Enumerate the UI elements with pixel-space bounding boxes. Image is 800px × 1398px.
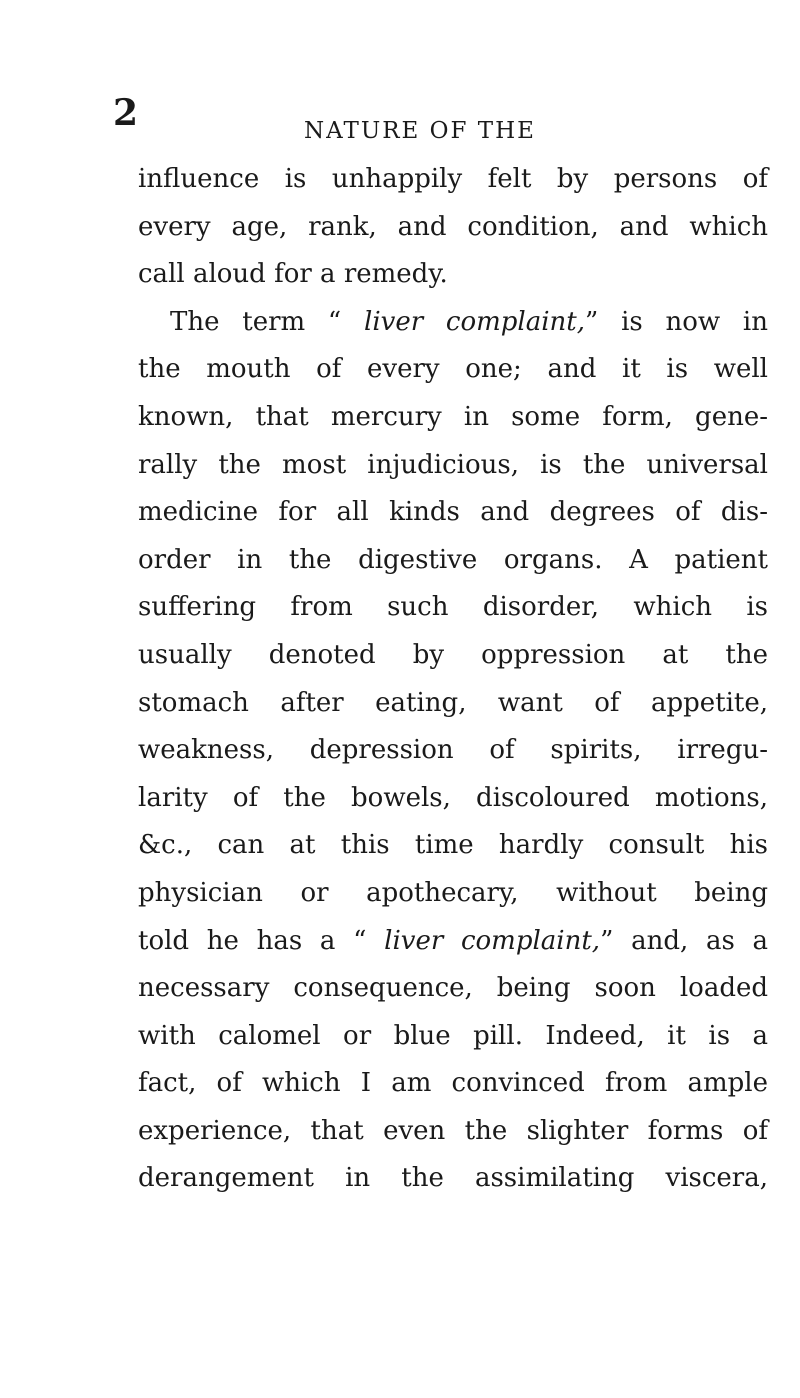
- text-line: known, that mercury in some form, gene-: [138, 401, 768, 432]
- text-line: derangement in the assimilating viscera,: [138, 1163, 768, 1194]
- text-fragment: told he has a “: [138, 925, 385, 956]
- text-line: [138, 918, 768, 966]
- text-line: influence is unhappily felt by persons of: [138, 164, 768, 194]
- text-line: usually denoted by oppression at the: [138, 639, 768, 670]
- text-line: experience, that even the slighter forms of: [138, 1115, 768, 1146]
- running-head: NATURE OF THE: [304, 118, 536, 144]
- text-fragment: The term “: [170, 306, 364, 337]
- text-line: suffering from such disorder, which is: [138, 592, 768, 623]
- italic-term: liver complaint,: [384, 925, 601, 956]
- text-line: stomach after eating, want of appetite,: [138, 687, 768, 718]
- text-line: every age, rank, and condition, and which: [138, 211, 768, 242]
- text-line: with calomel or blue pill. Indeed, it is a: [138, 1020, 768, 1051]
- text-line: &c., can at this time hardly consult his: [138, 830, 768, 861]
- text-line: physician or apothecary, without being: [138, 877, 768, 908]
- text-line: call aloud for a remedy.: [138, 259, 448, 290]
- text-line: necessary consequence, being soon loaded: [138, 973, 768, 1004]
- text-line: fact, of which I am convinced from ample: [138, 1068, 768, 1099]
- text-line: larity of the bowels, discoloured motions,: [138, 782, 768, 813]
- text-fragment: ” is now in: [585, 306, 768, 337]
- italic-term: liver complaint,: [364, 306, 586, 337]
- text-line: the mouth of every one; and it is well: [138, 354, 768, 385]
- text-fragment: ” and, as a: [600, 925, 768, 956]
- text-line: rally the most injudicious, is the universal: [138, 449, 768, 480]
- text-line: medicine for all kinds and degrees of dis-: [138, 497, 768, 528]
- body-text: [138, 156, 768, 1203]
- text-line: order in the digestive organs. A patient: [138, 544, 768, 575]
- page-number: 2: [113, 92, 139, 134]
- text-line: [138, 299, 768, 347]
- text-line: weakness, depression of spirits, irregu-: [138, 735, 768, 766]
